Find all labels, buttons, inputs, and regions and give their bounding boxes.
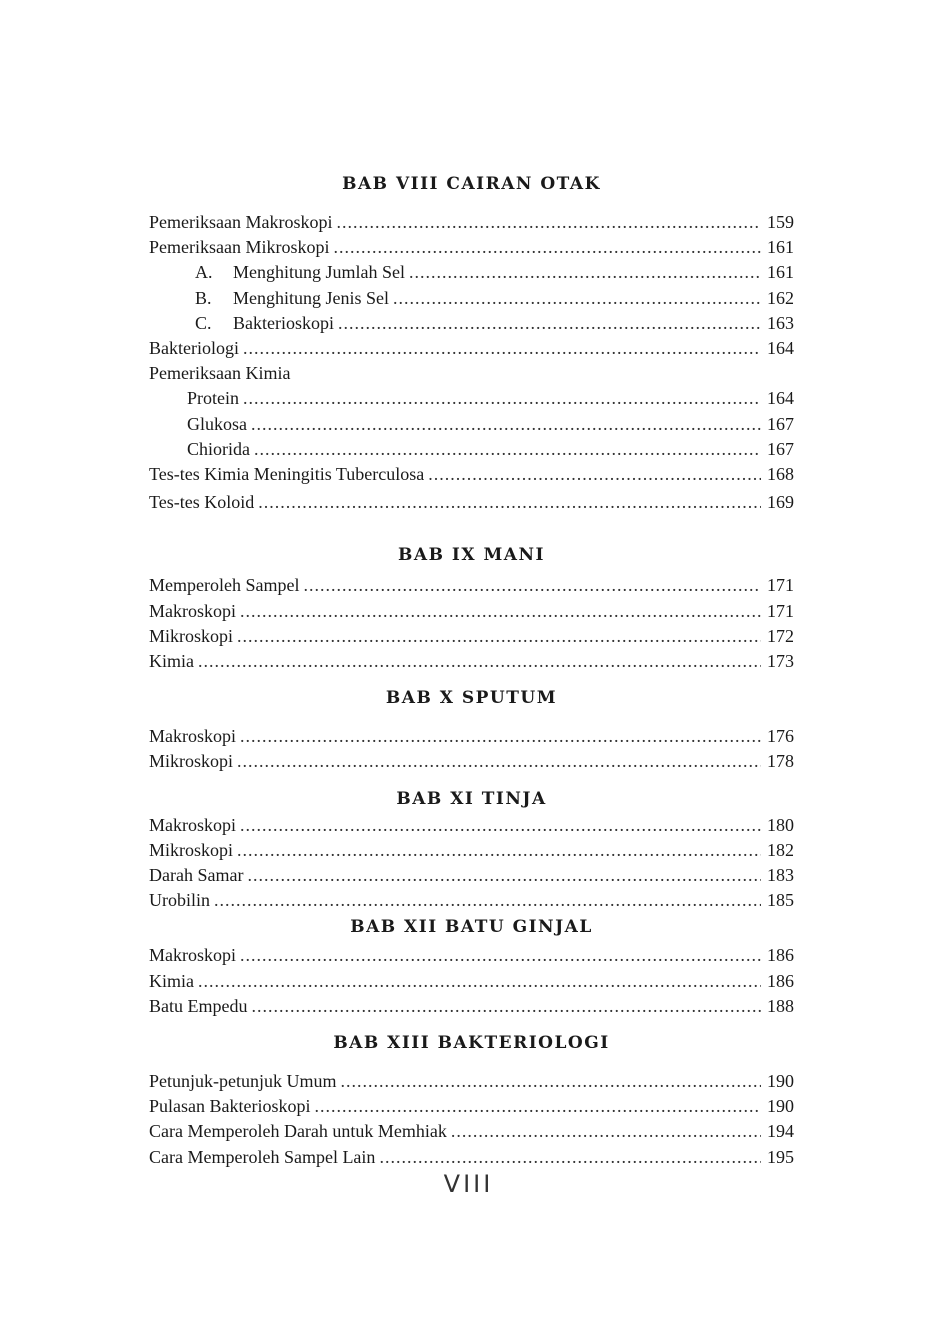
- dot-leader: [240, 724, 761, 749]
- dot-leader: [240, 599, 761, 624]
- toc-entry[interactable]: [149, 749, 794, 774]
- toc-entry[interactable]: [149, 624, 794, 649]
- toc-entry-text: Menghitung Jenis Sel: [233, 287, 389, 308]
- toc-entry[interactable]: [149, 1094, 794, 1119]
- toc-entry-text: Batu Empedu: [149, 995, 248, 1016]
- toc-entry[interactable]: [149, 838, 794, 863]
- dot-leader: [428, 462, 761, 487]
- dot-leader: [198, 969, 761, 994]
- toc-entry-text: Petunjuk-petunjuk Umum: [149, 1071, 337, 1092]
- toc-entry[interactable]: [149, 462, 794, 487]
- toc-entry-page: 163: [767, 312, 794, 333]
- dot-leader: [243, 336, 761, 361]
- toc-entry-label: [195, 311, 334, 336]
- toc-entry-page: 183: [767, 865, 794, 886]
- toc-entry-label: [149, 1119, 447, 1144]
- dot-leader: [254, 437, 761, 462]
- toc-entry[interactable]: [149, 813, 794, 838]
- toc-entry-label: [187, 412, 247, 437]
- toc-entry-text: Bakterioskopi: [233, 312, 334, 333]
- dot-leader: [251, 994, 761, 1019]
- toc-entry-page: 186: [767, 945, 794, 966]
- toc-entry-text: Makroskopi: [149, 814, 236, 835]
- toc-entry-page: 173: [767, 651, 794, 672]
- toc-section: [149, 787, 794, 914]
- toc-entry-label: [149, 994, 247, 1019]
- toc-entry[interactable]: [149, 649, 794, 674]
- toc-section: [149, 172, 794, 515]
- toc-entry-page: 161: [767, 237, 794, 258]
- toc-entry-page: 178: [767, 751, 794, 772]
- section-heading: BAB VIII CAIRAN OTAK: [342, 174, 601, 194]
- toc-entry[interactable]: [149, 412, 794, 437]
- page-number: VIII: [443, 1170, 494, 1198]
- table-of-contents: [149, 172, 794, 1170]
- toc-entry-label: [149, 1094, 310, 1119]
- dot-leader: [258, 490, 761, 515]
- toc-entry[interactable]: [149, 724, 794, 749]
- toc-entry-text: Mikroskopi: [149, 751, 234, 772]
- dot-leader: [240, 943, 761, 968]
- toc-entry[interactable]: [149, 386, 794, 411]
- dot-leader: [451, 1119, 761, 1144]
- dot-leader: [409, 260, 761, 285]
- toc-entry-text: Glukosa: [187, 413, 247, 434]
- toc-entry-page: 167: [767, 413, 794, 434]
- toc-entry-label: [149, 490, 254, 515]
- toc-entry-text: Makroskopi: [149, 600, 236, 621]
- dot-leader: [243, 386, 761, 411]
- toc-entry-label: [149, 969, 194, 994]
- dot-leader: [393, 286, 761, 311]
- toc-entry-label: [195, 286, 389, 311]
- toc-entry-text: Urobilin: [149, 890, 210, 911]
- toc-entry-text: Cara Memperoleh Darah untuk Memhiak: [149, 1121, 447, 1142]
- toc-entry-page: 194: [767, 1121, 794, 1142]
- toc-entry-label: [187, 437, 250, 462]
- section-heading: BAB IX MANI: [398, 545, 545, 566]
- toc-entry-text: Protein: [187, 388, 239, 409]
- toc-entry[interactable]: [149, 260, 794, 285]
- toc-entry-text: Pemeriksaan Mikroskopi: [149, 237, 330, 258]
- toc-entry-page: 164: [767, 388, 794, 409]
- toc-entry-text: Tes-tes Kimia Meningitis Tuberculosa: [149, 464, 425, 485]
- toc-entry-label: [149, 749, 233, 774]
- toc-entry-text: Menghitung Jumlah Sel: [233, 262, 405, 283]
- toc-entry[interactable]: [149, 969, 794, 994]
- toc-entry-label: [149, 235, 329, 260]
- toc-entry-letter: C.: [195, 312, 212, 333]
- toc-entry-label: [149, 363, 290, 383]
- toc-entry-label: [149, 1145, 375, 1170]
- toc-entry-label: [149, 462, 424, 487]
- toc-entry-page: 169: [767, 492, 794, 513]
- toc-entry-label: [195, 260, 405, 285]
- dot-leader: [333, 235, 761, 260]
- toc-section: [149, 686, 794, 774]
- toc-entry[interactable]: [149, 994, 794, 1019]
- toc-entry-label: [187, 386, 239, 411]
- toc-entry-label: [149, 838, 233, 863]
- dot-leader: [341, 1069, 762, 1094]
- section-heading: BAB XI TINJA: [396, 788, 547, 809]
- toc-entry-page: 195: [767, 1146, 794, 1167]
- section-heading: BAB X SPUTUM: [385, 688, 558, 709]
- toc-entry-page: 185: [767, 890, 794, 911]
- toc-entry-page: 161: [767, 262, 794, 283]
- toc-entry-text: Mikroskopi: [149, 625, 234, 646]
- toc-entry[interactable]: [149, 1145, 794, 1170]
- toc-entry-letter: B.: [195, 287, 212, 308]
- toc-entry-page: 159: [767, 212, 794, 232]
- toc-entry-page: 188: [767, 995, 794, 1016]
- toc-entry[interactable]: [149, 286, 794, 311]
- toc-entry-text: Cara Memperoleh Sampel Lain: [149, 1146, 376, 1167]
- toc-entry[interactable]: [149, 311, 794, 336]
- toc-entry-page: 190: [767, 1071, 794, 1092]
- toc-section: [149, 543, 794, 674]
- toc-entry-text: Chiorida: [187, 438, 250, 459]
- toc-entry-label: [149, 599, 236, 624]
- toc-entry-page: 176: [767, 726, 794, 747]
- toc-entry[interactable]: [149, 361, 794, 386]
- toc-section: [149, 915, 794, 1019]
- toc-entry-label: [149, 210, 332, 235]
- dot-leader: [214, 888, 761, 913]
- toc-entry-label: [149, 336, 239, 361]
- toc-entry-page: 168: [767, 464, 794, 485]
- toc-entry-text: Makroskopi: [149, 945, 236, 966]
- toc-entry-text: Pemeriksaan Makroskopi: [149, 212, 333, 232]
- toc-entry[interactable]: [149, 943, 794, 968]
- toc-entry-text: Mikroskopi: [149, 839, 234, 860]
- dot-leader: [336, 210, 761, 235]
- toc-entry-label: [149, 1069, 337, 1094]
- toc-entry-text: Tes-tes Koloid: [149, 492, 255, 513]
- toc-entry-text: Pulasan Bakterioskopi: [149, 1096, 311, 1117]
- toc-entry-page: 190: [767, 1096, 794, 1117]
- toc-entry-page: 172: [767, 625, 794, 646]
- toc-entry[interactable]: [149, 235, 794, 260]
- toc-entry[interactable]: [149, 437, 794, 462]
- dot-leader: [338, 311, 761, 336]
- toc-entry-page: 171: [767, 600, 794, 621]
- toc-entry[interactable]: [149, 863, 794, 888]
- toc-entry-page: 167: [767, 438, 794, 459]
- toc-entry-label: [149, 573, 299, 598]
- toc-entry-label: [149, 813, 236, 838]
- dot-leader: [247, 863, 761, 888]
- toc-entry-page: 164: [767, 338, 794, 359]
- toc-entry-text: Pemeriksaan Kimia: [149, 363, 291, 384]
- dot-leader: [237, 624, 761, 649]
- toc-entry-text: Memperoleh Sampel: [149, 575, 300, 596]
- toc-entry-label: [149, 724, 236, 749]
- toc-entry-label: [149, 624, 233, 649]
- dot-leader: [198, 649, 761, 674]
- toc-entry-label: [149, 649, 194, 674]
- toc-entry-page: 171: [767, 575, 794, 596]
- toc-entry-text: Kimia: [149, 651, 194, 672]
- toc-entry-page: 182: [767, 839, 794, 860]
- toc-entry[interactable]: [149, 490, 794, 515]
- toc-entry-text: Kimia: [149, 970, 194, 991]
- toc-entry[interactable]: [149, 888, 794, 913]
- section-heading: BAB XII BATU GINJAL: [350, 917, 593, 938]
- toc-entry-page: 180: [767, 814, 794, 835]
- toc-entry-text: Makroskopi: [149, 726, 236, 747]
- toc-entry-text: Bakteriologi: [149, 338, 239, 359]
- toc-entry[interactable]: [149, 573, 794, 598]
- dot-leader: [251, 412, 761, 437]
- section-heading: BAB XIII BAKTERIOLOGI: [333, 1033, 610, 1054]
- toc-entry-label: [149, 863, 243, 888]
- toc-entry[interactable]: [149, 1119, 794, 1144]
- dot-leader: [237, 749, 761, 774]
- toc-entry-page: 186: [767, 970, 794, 991]
- toc-entry-label: [149, 888, 210, 913]
- dot-leader: [314, 1094, 761, 1119]
- toc-entry-label: [149, 943, 236, 968]
- toc-entry[interactable]: [149, 599, 794, 624]
- toc-section: [149, 1031, 794, 1170]
- dot-leader: [379, 1145, 761, 1170]
- toc-entry[interactable]: [149, 210, 794, 235]
- toc-entry[interactable]: [149, 1069, 794, 1094]
- dot-leader: [240, 813, 761, 838]
- toc-entry[interactable]: [149, 336, 794, 361]
- toc-entry-letter: A.: [195, 262, 213, 283]
- dot-leader: [237, 838, 761, 863]
- toc-entry-text: Darah Samar: [149, 865, 244, 886]
- dot-leader: [303, 573, 761, 598]
- toc-entry-page: 162: [767, 287, 794, 308]
